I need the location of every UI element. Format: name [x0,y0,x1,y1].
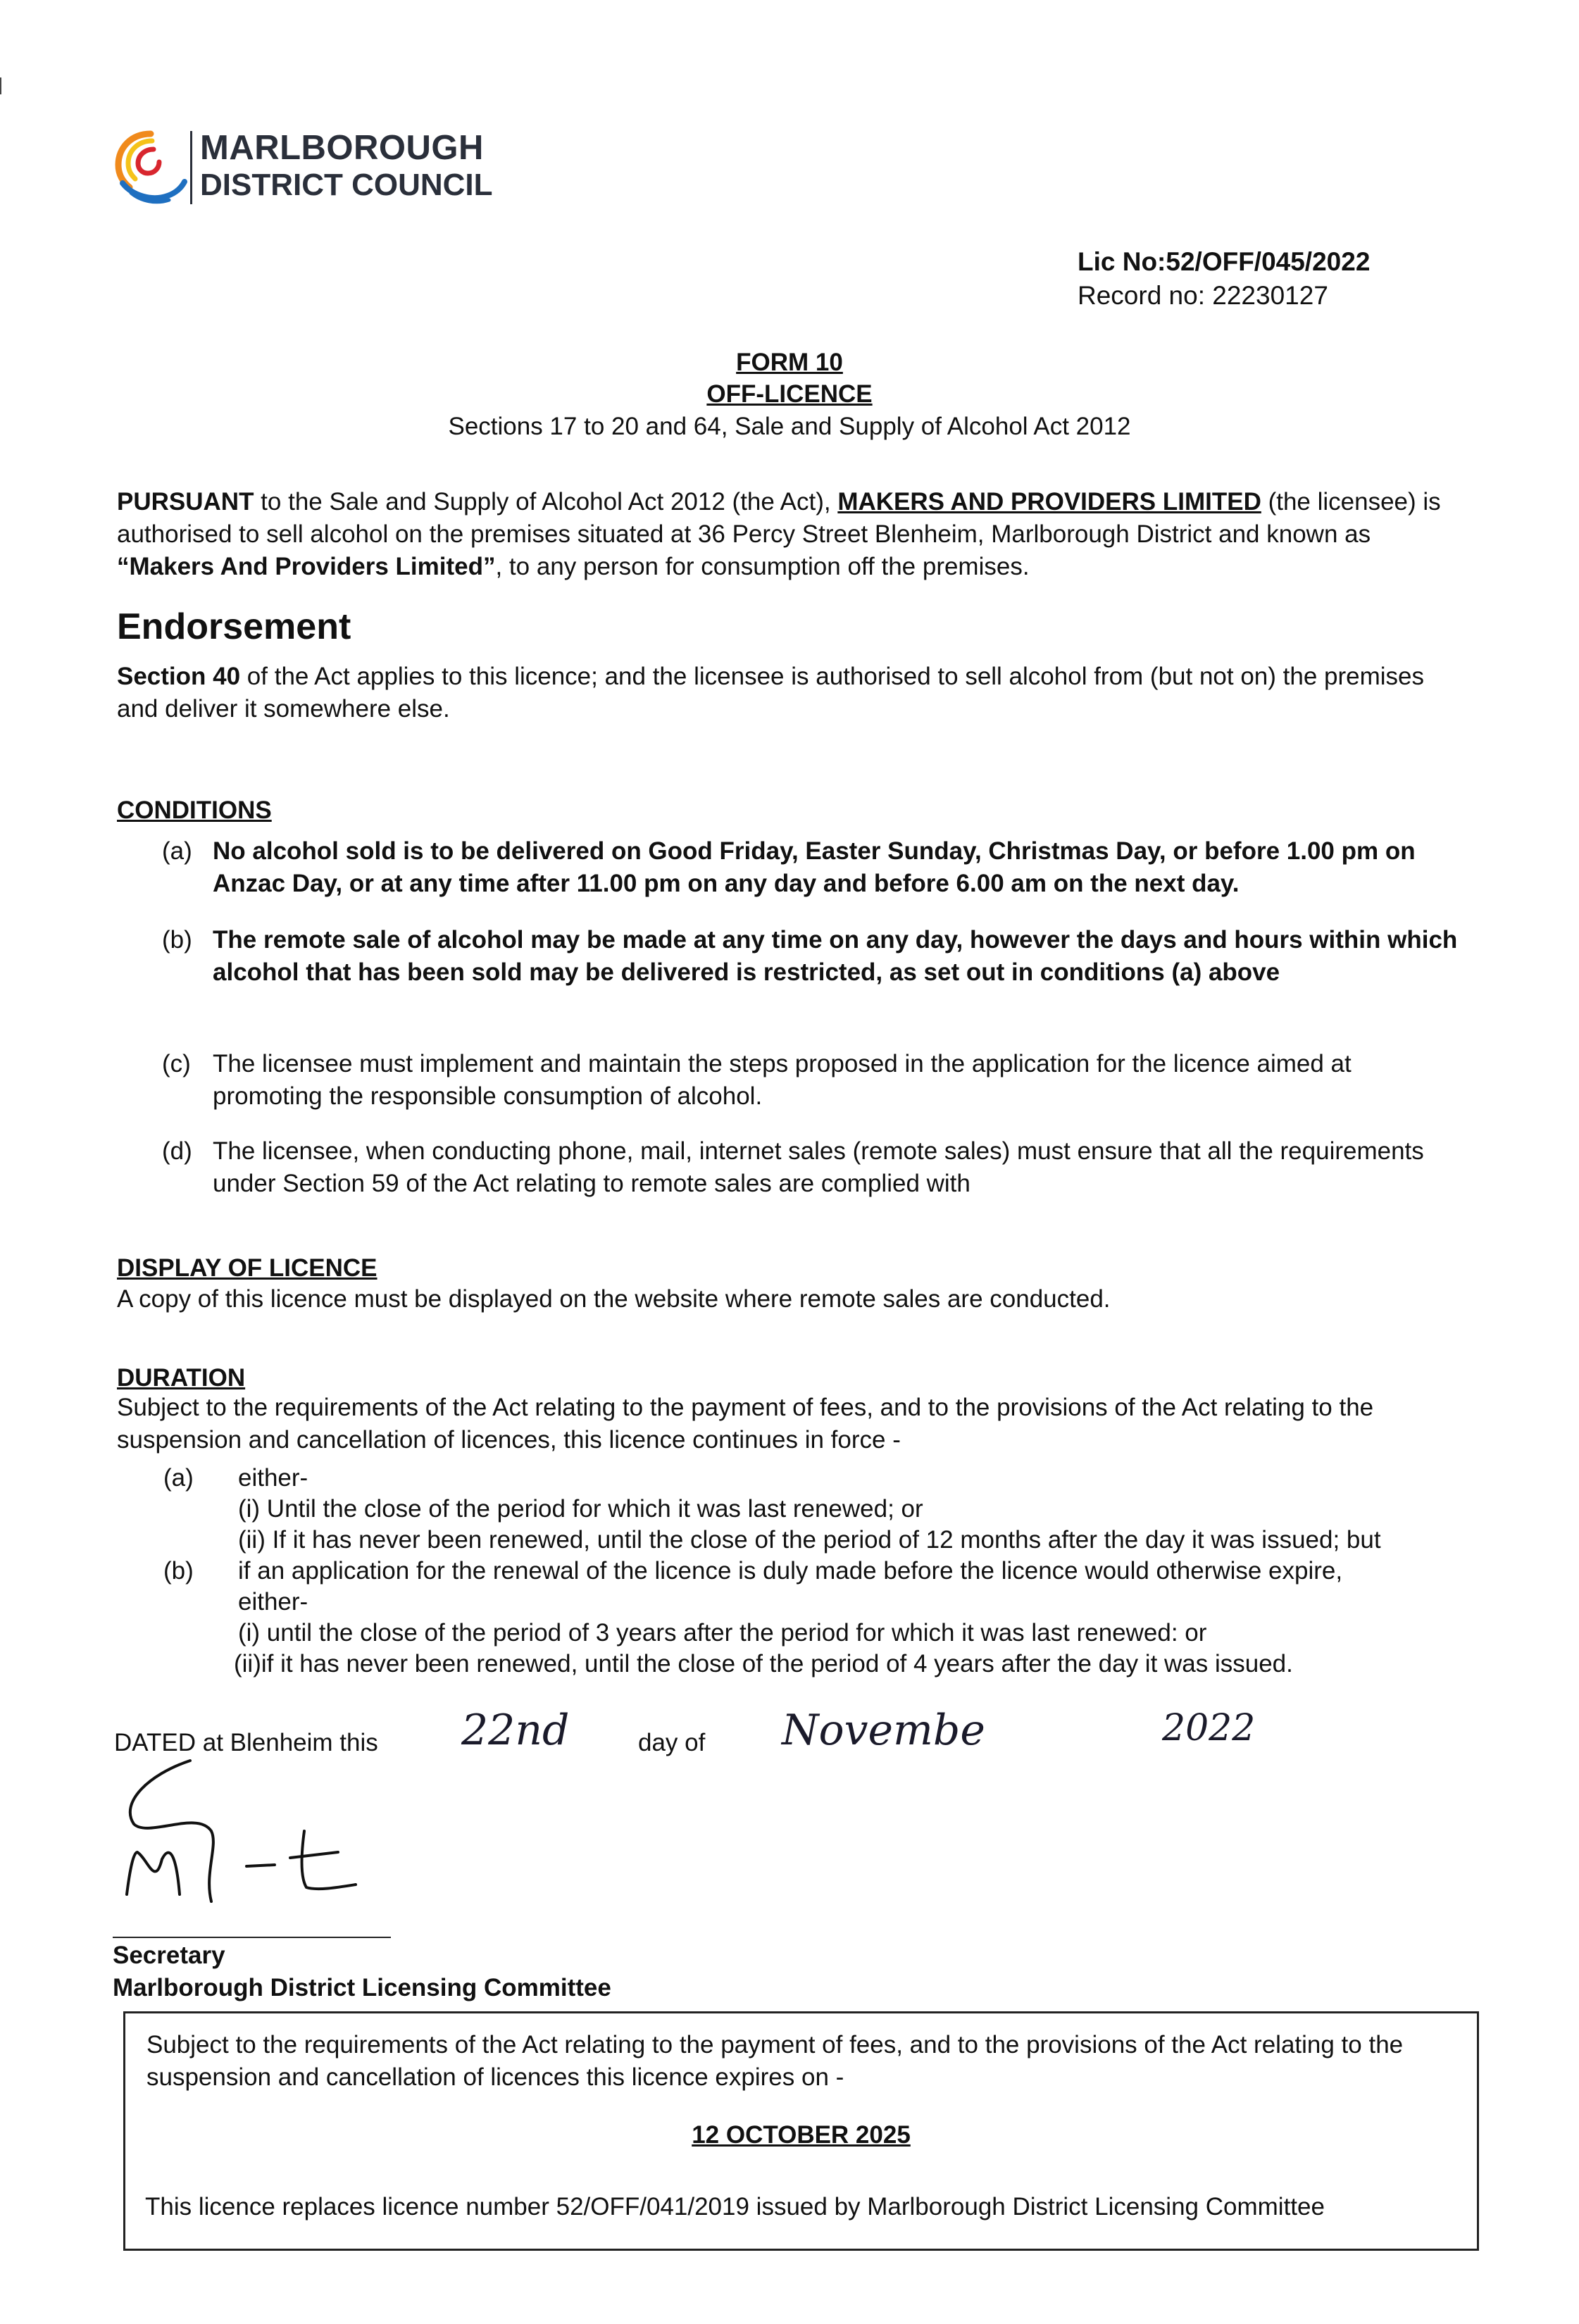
endorsement-section: Section 40 [117,663,241,690]
condition-a [162,835,1458,900]
pursuant-text-3: , to any person for consumption off the premises. [495,553,1030,581]
signature-line [113,1937,391,1938]
duration-a-ii: (ii) If it has never been renewed, until the close of the period of 12 months after the day it was issued; but [238,1526,1381,1554]
licence-number: Lic No:52/OFF/045/2022 [1078,247,1371,276]
expiry-date: 12 OCTOBER 2025 [692,2121,911,2149]
dated-day-handwritten: 22nd [461,1706,570,1755]
pursuant-text-2: (the licensee) is authorised to sell alcohol on the premises situated at 36 Percy Street Blenheim, Marlborough District and known as [117,488,1441,549]
pursuant-text-1: to the Sale and Supply of Alcohol Act 2012 (the Act), [254,488,838,516]
dated-day-of: day of [638,1729,706,1756]
duration-b-ii: (ii)if it has never been renewed, until the close of the period of 4 years after the day it was issued. [234,1650,1293,1678]
form-type: OFF-LICENCE [706,380,873,408]
condition-c [162,1048,1458,1113]
condition-text: The licensee must implement and maintain the steps proposed in the application for the licence aimed at promoting the responsible consumption of alcohol. [213,1050,1352,1111]
condition-text: The licensee, when conducting phone, mail, internet sales (remote sales) must ensure that all the requirements under Section 59 of the Act relating to remote sales are complied with [213,1137,1424,1198]
display-text: A copy of this licence must be displayed on the website where remote sales are conducted. [117,1285,1111,1313]
condition-text: The remote sale of alcohol may be made at any time on any day, however the days and hours within which alcohol that has been sold may be delivered is restricted, as set out in conditions (a) above [213,926,1458,987]
record-number: Record no: 22230127 [1078,281,1328,311]
signatory-committee: Marlborough District Licensing Committee [113,1974,611,2001]
expiry-box [123,2011,1479,2251]
condition-label: (d) [162,1137,192,1165]
dated-month-handwritten: Novembe [782,1706,985,1755]
signatory-title: Secretary [113,1942,225,1969]
licence-reference [1078,245,1370,313]
scan-margin-mark [0,77,1,94]
council-swirl-icon [113,128,189,207]
duration-intro: Subject to the requirements of the Act relating to the payment of fees, and to the provisions of the Act relating to the suspension and cancellation of licences, this licence continues in force - [117,1394,1374,1454]
duration-b-i: (i) until the close of the period of 3 years after the period for which it was last renewed: or [238,1619,1207,1647]
duration-b-text: if an application for the renewal of the licence is duly made before the licence would otherwise expire, [238,1557,1343,1585]
duration-heading: DURATION [117,1364,246,1392]
dated-year-handwritten: 2022 [1162,1707,1256,1749]
display-heading: DISPLAY OF LICENCE [117,1254,377,1282]
licensee-name: MAKERS AND PROVIDERS LIMITED [837,488,1261,516]
form-number: FORM 10 [736,349,843,376]
duration-a-i: (i) Until the close of the period for which it was last renewed; or [238,1495,923,1523]
condition-label: (c) [162,1050,191,1077]
duration-a-text: either- [238,1464,308,1492]
expiry-box-text: Subject to the requirements of the Act relating to the payment of fees, and to the provisions of the Act relating to the suspension and cancellation of licences this licence expires on - [146,2031,1404,2092]
dated-label: DATED at Blenheim this [114,1729,378,1756]
endorsement-paragraph [117,661,1469,725]
condition-d [162,1135,1458,1200]
signature-image [106,1747,373,1916]
condition-label: (b) [162,926,192,954]
condition-label: (a) [162,837,192,865]
endorsement-heading: Endorsement [117,606,351,647]
council-name-line2: DISTRICT COUNCIL [200,168,493,202]
logo-divider [190,131,192,204]
duration-a-label: (a) [163,1464,194,1492]
premises-name: “Makers And Providers Limited” [117,553,496,581]
conditions-heading: CONDITIONS [117,796,272,824]
condition-b [162,924,1458,989]
condition-text: No alcohol sold is to be delivered on Good Friday, Easter Sunday, Christmas Day, or before 1.00 pm on Anzac Day, or at any time after 11.00 pm on any day and before 6.00 am on the next day. [213,837,1416,898]
pursuant-lead: PURSUANT [117,488,254,516]
council-logo [113,125,507,210]
endorsement-text: of the Act applies to this licence; and the licensee is authorised to sell alcohol from (but not on) the premises and deliver it somewhere else. [117,663,1425,723]
duration-b-either: either- [238,1588,308,1616]
duration-b-label: (b) [163,1557,194,1585]
pursuant-paragraph [117,486,1469,584]
form-sections: Sections 17 to 20 and 64, Sale and Supply of Alcohol Act 2012 [448,413,1131,440]
council-name-line1: MARLBOROUGH [200,129,484,167]
replaces-licence-text: This licence replaces licence number 52/OFF/041/2019 issued by Marlborough District Licensing Committee [145,2193,1325,2220]
